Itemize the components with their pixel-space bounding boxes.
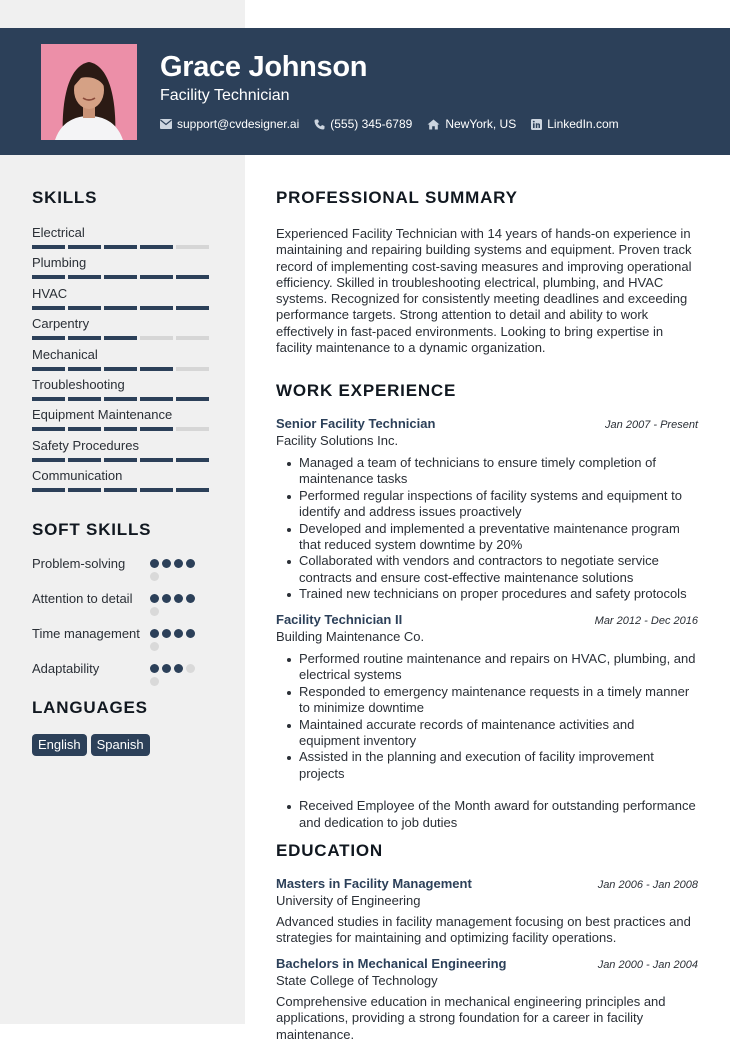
list-item: Performed routine maintenance and repairs on HVAC, plumbing, and electrical systems (299, 651, 698, 684)
languages-heading: LANGUAGES (32, 698, 148, 717)
candidate-name: Grace Johnson (160, 51, 368, 83)
soft-skill-row (32, 661, 212, 690)
list-item: Received Employee of the Month award for outstanding performance and dedication to job duties (299, 798, 698, 831)
skill-level-segment (68, 336, 101, 340)
education-description: Comprehensive education in mechanical engineering principles and applications, providing a strong foundation for a career in facility maintenance. (276, 994, 666, 1042)
skill-level-segment (140, 397, 173, 401)
list-item: Performed regular inspections of facility systems and equipment to identify and address issues proactively (299, 488, 698, 521)
skill-level-segment (140, 306, 173, 310)
linkedin-icon (531, 119, 542, 130)
skill-level-segment (68, 367, 101, 371)
skill-level-bar (32, 488, 212, 492)
job-title: Facility Technician II (276, 612, 403, 627)
rating-dot (150, 594, 159, 603)
skills-list (32, 225, 212, 499)
summary-heading: PROFESSIONAL SUMMARY (276, 188, 518, 207)
degree-title: Bachelors in Mechanical Engineering (276, 956, 507, 971)
degree-title: Masters in Facility Management (276, 876, 472, 891)
skills-heading: SKILLS (32, 188, 98, 207)
soft-skill-name: Time management (32, 626, 140, 641)
skill-level-bar (32, 458, 212, 462)
avatar (41, 44, 137, 140)
skill-name: Safety Procedures (32, 437, 139, 453)
skill-level-segment (176, 367, 209, 371)
skill-level-segment (176, 397, 209, 401)
skill-level-segment (32, 458, 65, 462)
skill-name: Communication (32, 468, 123, 484)
rating-dot (150, 642, 159, 651)
rating-dot (162, 664, 171, 673)
skill-name: HVAC (32, 285, 68, 301)
skill-level-segment (140, 275, 173, 279)
phone-icon (314, 119, 325, 130)
skill-row (32, 438, 212, 468)
skill-level-bar (32, 245, 212, 249)
rating-dot (150, 677, 159, 686)
contact-location (427, 116, 516, 132)
skill-level-segment (68, 488, 101, 492)
rating-dot (150, 664, 159, 673)
list-item: Trained new technicians on proper procedures and safety protocols (299, 586, 698, 602)
rating-dot (186, 594, 195, 603)
skill-level-segment (68, 458, 101, 462)
skill-level-segment (104, 336, 137, 340)
job-bullets (276, 455, 698, 603)
soft-skill-name: Adaptability (32, 661, 100, 676)
rating-dot (150, 559, 159, 568)
soft-skill-name: Attention to detail (32, 591, 133, 606)
skill-level-segment (176, 275, 209, 279)
school-name: University of Engineering (276, 893, 421, 908)
skill-row (32, 377, 212, 407)
job-dates: Jan 2007 - Present (605, 419, 698, 431)
skill-name: Mechanical (32, 346, 98, 362)
skill-level-bar (32, 367, 212, 371)
skill-level-segment (104, 306, 137, 310)
soft-skills-list (32, 556, 212, 696)
skill-level-segment (32, 367, 65, 371)
job-entry (276, 612, 698, 831)
skill-level-segment (140, 367, 173, 371)
job-company: Building Maintenance Co. (276, 629, 425, 644)
job-company: Facility Solutions Inc. (276, 433, 399, 448)
rating-dot (186, 559, 195, 568)
list-item: Maintained accurate records of maintenance activities and equipment inventory (299, 717, 698, 750)
skill-level-segment (32, 275, 65, 279)
skill-name: Plumbing (32, 255, 87, 271)
soft-skill-rating (150, 661, 206, 690)
skill-name: Carpentry (32, 316, 90, 332)
contact-email[interactable] (160, 116, 299, 132)
rating-dot (162, 594, 171, 603)
phone-text: (555) 345-6789 (330, 117, 413, 131)
list-item: Developed and implemented a preventative maintenance program that reduced system downtime by 20% (299, 521, 698, 554)
skill-name: Troubleshooting (32, 376, 125, 392)
envelope-icon (160, 119, 172, 129)
education-entry (276, 956, 698, 1043)
soft-skills-heading: SOFT SKILLS (32, 520, 152, 539)
soft-skill-name: Problem-solving (32, 556, 126, 571)
skill-level-bar (32, 336, 212, 340)
rating-dot (174, 559, 183, 568)
skill-row (32, 407, 212, 437)
skill-level-segment (176, 488, 209, 492)
skill-level-segment (68, 427, 101, 431)
job-title: Senior Facility Technician (276, 416, 436, 431)
skill-level-segment (32, 336, 65, 340)
contact-phone[interactable] (314, 116, 412, 132)
education-heading: EDUCATION (276, 841, 383, 860)
skill-level-segment (140, 488, 173, 492)
job-entry (276, 416, 698, 603)
skill-row (32, 225, 212, 255)
skill-level-segment (68, 306, 101, 310)
soft-skill-rating (150, 591, 206, 620)
rating-dot (150, 607, 159, 616)
skill-level-segment (140, 458, 173, 462)
rating-dot (186, 629, 195, 638)
skill-level-segment (104, 245, 137, 249)
contact-linkedin[interactable] (531, 116, 618, 132)
soft-skill-row (32, 556, 212, 585)
skill-level-bar (32, 397, 212, 401)
summary-text: Experienced Facility Technician with 14 years of hands-on experience in maintaining and repairing building systems and equipment. Proven track record of implementing cost-saving measures and improving operational efficiency. Skilled in troubleshooting electrical, plumbing, and HVAC systems. Recognized for consistently meeting deadlines and exceeding performance targets. Strong attention to detail and ability to work effectively in fast-paced environments. Looking to bring expertise in facility maintenance to a dynamic organization. (276, 226, 692, 356)
profile-photo-icon (41, 44, 137, 140)
skill-level-segment (104, 458, 137, 462)
skill-level-segment (104, 367, 137, 371)
skill-level-bar (32, 275, 212, 279)
skill-level-segment (32, 306, 65, 310)
experience-heading: WORK EXPERIENCE (276, 381, 457, 400)
skill-level-segment (104, 488, 137, 492)
skill-level-segment (176, 336, 209, 340)
skill-level-segment (140, 336, 173, 340)
skill-level-segment (176, 458, 209, 462)
skill-row (32, 316, 212, 346)
soft-skill-rating (150, 626, 206, 655)
skill-name: Electrical (32, 225, 85, 240)
soft-skill-row (32, 626, 212, 655)
languages-list (32, 734, 154, 756)
skill-level-segment (68, 275, 101, 279)
education-dates: Jan 2000 - Jan 2004 (597, 959, 698, 971)
skill-level-segment (176, 427, 209, 431)
linkedin-text: LinkedIn.com (547, 117, 619, 131)
rating-dot (162, 559, 171, 568)
skill-level-segment (140, 427, 173, 431)
education-description: Advanced studies in facility management focusing on best practices and strategies for maintaining and optimizing facility operations. (276, 914, 691, 946)
list-item: Managed a team of technicians to ensure timely completion of maintenance tasks (299, 455, 698, 488)
skill-level-segment (68, 245, 101, 249)
list-item: Assisted in the planning and execution of facility improvement projects (299, 749, 698, 782)
skill-level-bar (32, 427, 212, 431)
job-bullets (276, 651, 698, 831)
home-icon (427, 119, 440, 130)
rating-dot (174, 664, 183, 673)
skill-level-segment (104, 397, 137, 401)
skill-level-segment (104, 275, 137, 279)
candidate-role: Facility Technician (160, 87, 290, 104)
list-item: Collaborated with vendors and contractors to negotiate service contracts and ensure cost-effective maintenance solutions (299, 553, 698, 586)
location-text: NewYork, US (445, 117, 517, 131)
skill-level-segment (140, 245, 173, 249)
rating-dot (186, 664, 195, 673)
soft-skill-rating (150, 556, 206, 585)
language-badge: English (32, 734, 87, 756)
rating-dot (174, 594, 183, 603)
skill-level-segment (32, 488, 65, 492)
rating-dot (150, 572, 159, 581)
header-banner (0, 28, 730, 155)
skill-row (32, 468, 212, 498)
job-dates: Mar 2012 - Dec 2016 (594, 615, 698, 627)
email-text: support@cvdesigner.ai (177, 117, 300, 131)
skill-level-segment (32, 427, 65, 431)
skill-name: Equipment Maintenance (32, 407, 173, 423)
rating-dot (162, 629, 171, 638)
list-item: Responded to emergency maintenance requests in a timely manner to minimize downtime (299, 684, 698, 717)
rating-dot (174, 629, 183, 638)
skill-level-bar (32, 306, 212, 310)
language-badge: Spanish (91, 734, 150, 756)
education-dates: Jan 2006 - Jan 2008 (597, 879, 698, 891)
school-name: State College of Technology (276, 973, 438, 988)
skill-row (32, 286, 212, 316)
skill-row (32, 347, 212, 377)
contact-row (160, 116, 634, 132)
skill-level-segment (104, 427, 137, 431)
rating-dot (150, 629, 159, 638)
soft-skill-row (32, 591, 212, 620)
skill-level-segment (32, 397, 65, 401)
skill-level-segment (32, 245, 65, 249)
skill-row (32, 255, 212, 285)
skill-level-segment (68, 397, 101, 401)
skill-level-segment (176, 306, 209, 310)
education-entry (276, 876, 698, 947)
skill-level-segment (176, 245, 209, 249)
